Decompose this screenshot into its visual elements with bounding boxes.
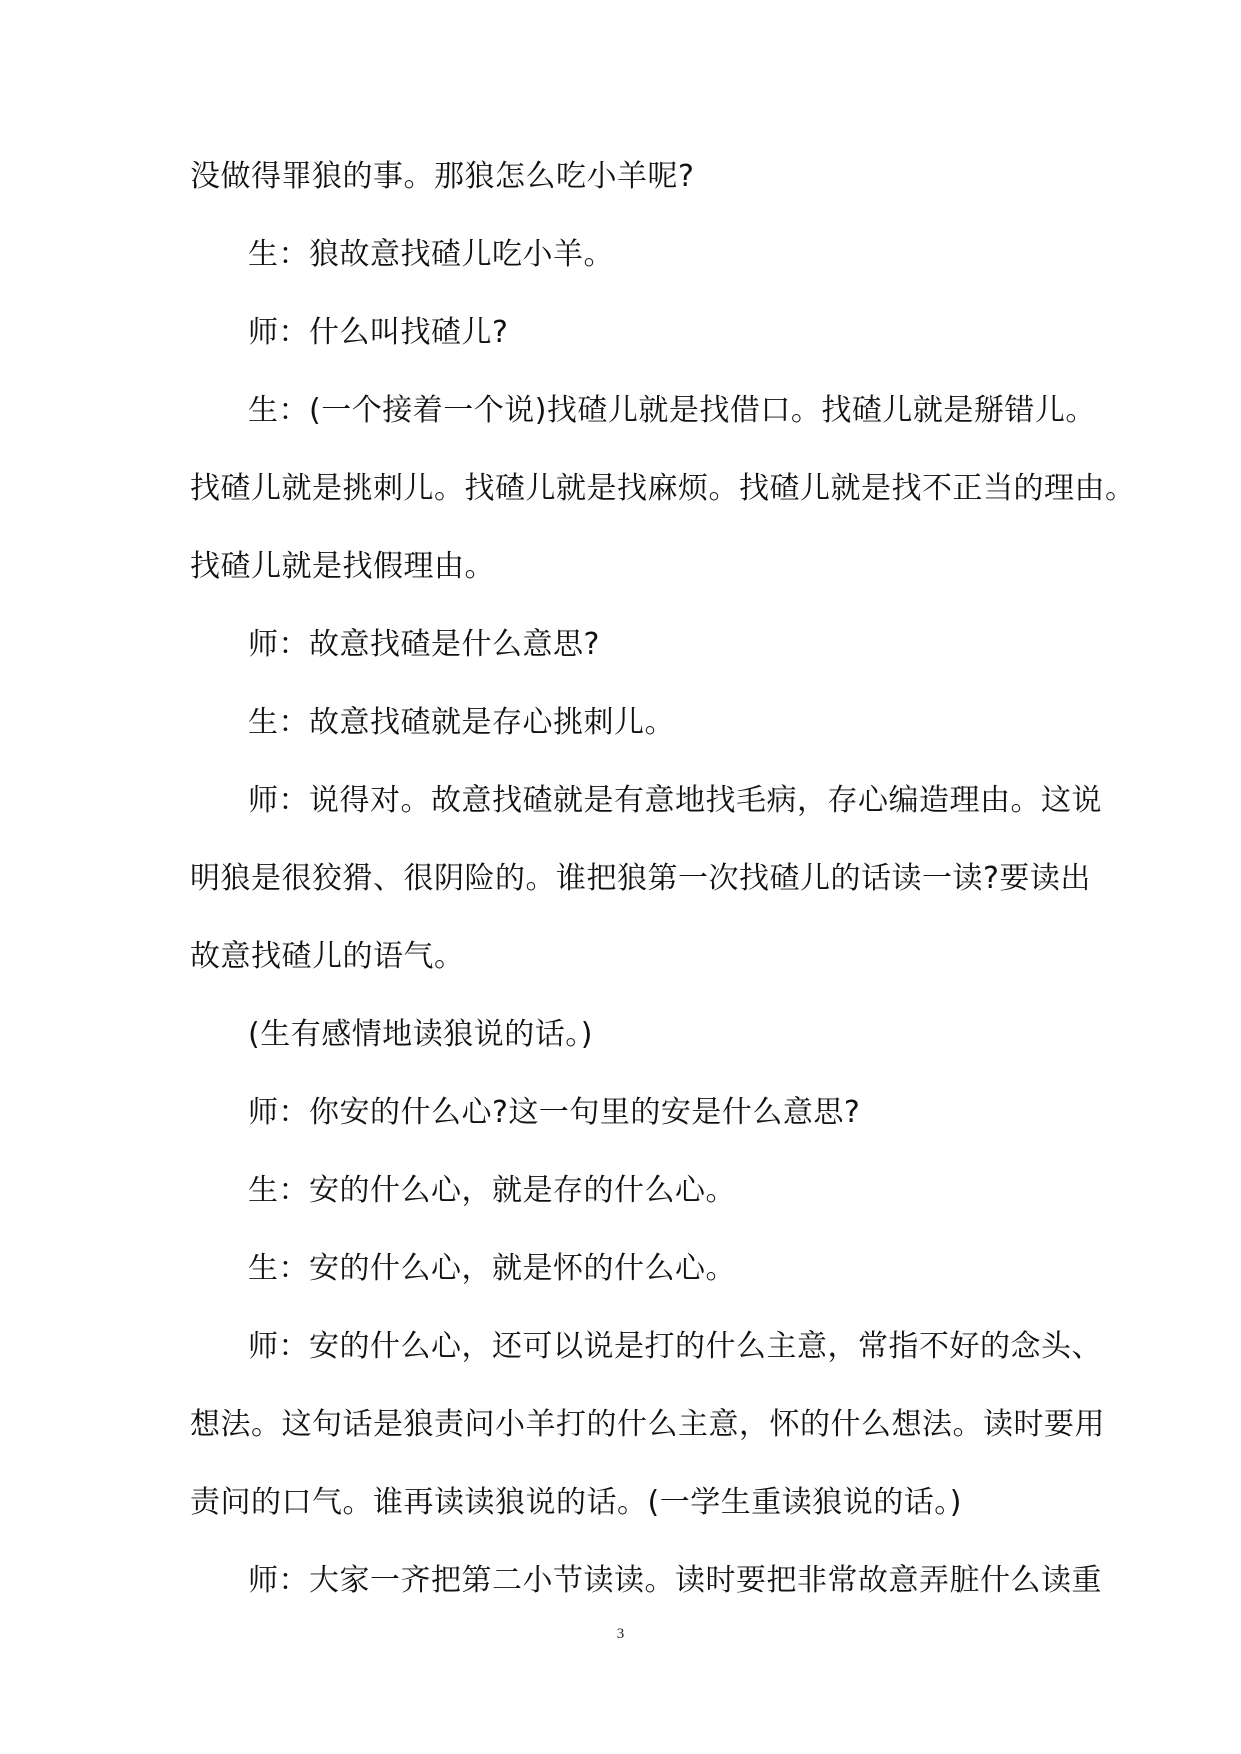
text-line: 师：你安的什么心?这一句里的安是什么意思? <box>248 1095 861 1130</box>
text-line: 明狼是很狡猾、很阴险的。谁把狼第一次找碴儿的话读一读?要读出 <box>190 861 1091 896</box>
text-line: 生：故意找碴就是存心挑刺儿。 <box>248 705 675 740</box>
text-line: 师：安的什么心，还可以说是打的什么主意，常指不好的念头、 <box>248 1329 1102 1364</box>
text-line: 想法。这句话是狼责问小羊打的什么主意，怀的什么想法。读时要用 <box>190 1407 1105 1442</box>
text-line: 没做得罪狼的事。那狼怎么吃小羊呢? <box>190 159 695 194</box>
text-line: 生：狼故意找碴儿吃小羊。 <box>248 237 614 272</box>
text-line: 找碴儿就是找假理由。 <box>190 549 495 584</box>
text-line: 生：安的什么心，就是怀的什么心。 <box>248 1251 736 1286</box>
page-number: 3 <box>616 1626 625 1642</box>
document-body <box>190 138 1136 1620</box>
text-line: 师：什么叫找碴儿? <box>248 315 509 350</box>
text-line: 生：(一个接着一个说)找碴儿就是找借口。找碴儿就是掰错儿。 <box>248 393 1096 428</box>
text-line: 生：安的什么心，就是存的什么心。 <box>248 1173 736 1208</box>
text-line: 故意找碴儿的语气。 <box>190 939 465 974</box>
text-line: 责问的口气。谁再读读狼说的话。(一学生重读狼说的话。) <box>190 1485 962 1520</box>
text-line: 师：说得对。故意找碴就是有意地找毛病，存心编造理由。这说 <box>248 783 1102 818</box>
text-line: 师：大家一齐把第二小节读读。读时要把非常故意弄脏什么读重 <box>248 1563 1102 1598</box>
text-line: (生有感情地读狼说的话。) <box>248 1017 593 1052</box>
text-line: 师：故意找碴是什么意思? <box>248 627 600 662</box>
text-line: 找碴儿就是挑刺儿。找碴儿就是找麻烦。找碴儿就是找不正当的理由。 <box>190 471 1136 506</box>
